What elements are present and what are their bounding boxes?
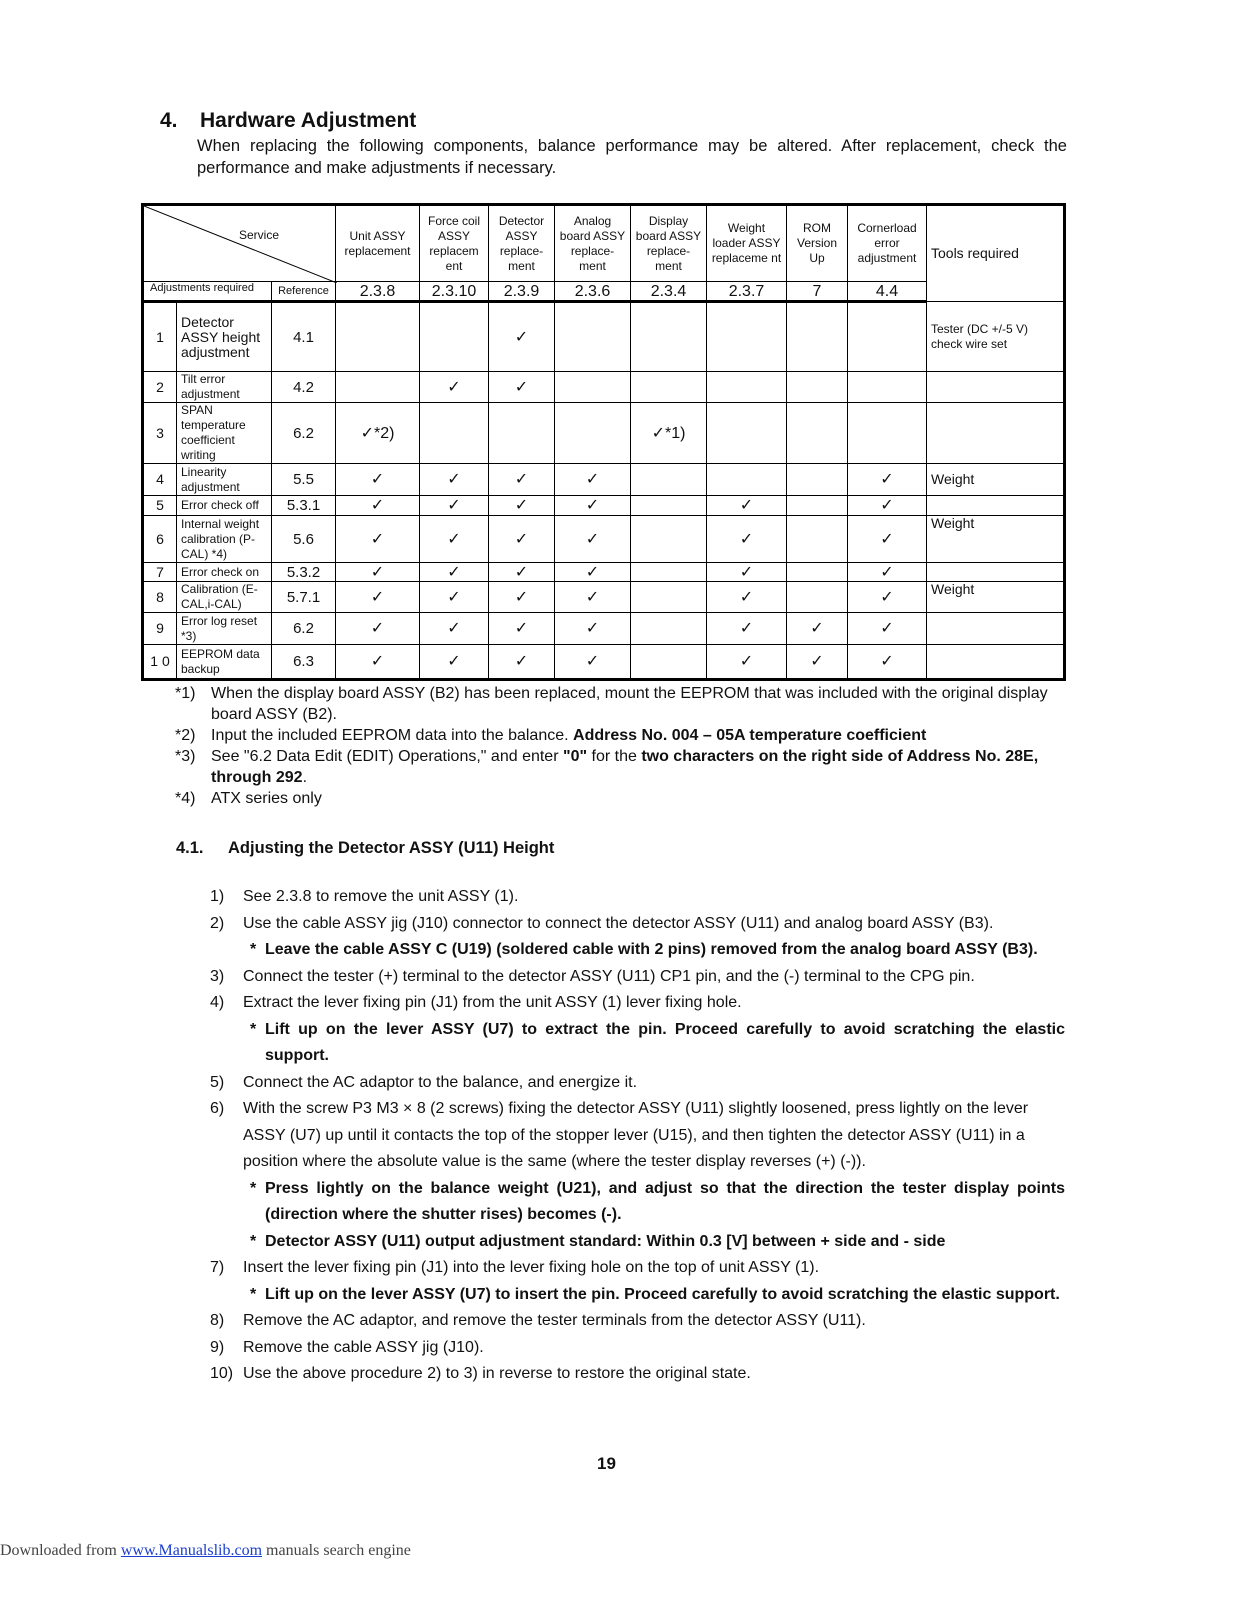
procedure-step [210, 1255, 1065, 1282]
row-number: 8 [143, 582, 177, 613]
check-cell: ✓ [555, 613, 631, 645]
footnote-key: *4) [175, 790, 196, 807]
service-header-8: Cornerload error adjustment [848, 205, 927, 282]
row-reference: 5.3.2 [272, 563, 336, 582]
check-cell: ✓ [489, 645, 555, 680]
check-cell: ✓ [489, 372, 555, 403]
footer-link[interactable]: www.Manualslib.com [120, 1542, 263, 1559]
check-cell: ✓ [848, 563, 927, 582]
check-cell [631, 516, 707, 563]
check-cell [420, 302, 489, 372]
check-cell: ✓ [489, 302, 555, 372]
row-tools: Weight [927, 516, 1065, 563]
check-cell: ✓ [420, 464, 489, 496]
procedure-step [210, 911, 1065, 938]
footnote [175, 788, 1065, 809]
service-reference-7: 7 [787, 282, 848, 302]
service-header-5: Display board ASSY replace-ment [631, 205, 707, 282]
row-reference: 5.5 [272, 464, 336, 496]
check-cell: ✓ [420, 372, 489, 403]
check-cell: ✓ [555, 464, 631, 496]
check-cell: ✓ [489, 516, 555, 563]
check-cell [336, 302, 420, 372]
check-cell: ✓ [336, 496, 420, 516]
step-caution [210, 1017, 1065, 1070]
service-reference-3: 2.3.9 [489, 282, 555, 302]
caution-marker: * [250, 1285, 257, 1303]
check-cell: ✓ [707, 496, 787, 516]
step-text: Remove the cable ASSY jig (J10). [243, 1338, 484, 1356]
check-cell: ✓ [336, 613, 420, 645]
check-cell [707, 302, 787, 372]
footnote-segment: ATX series only [211, 790, 322, 807]
adjustments-required-label: Adjustments required [150, 282, 254, 294]
footnote [175, 683, 1065, 725]
row-adjustment-name: Error check off [177, 496, 272, 516]
step-text: Connect the AC adaptor to the balance, and energize it. [243, 1073, 638, 1091]
check-cell: ✓ [707, 613, 787, 645]
check-cell [707, 464, 787, 496]
step-text: See 2.3.8 to remove the unit ASSY (1). [243, 888, 519, 905]
step-number: 3) [210, 967, 225, 985]
check-cell: ✓ [336, 582, 420, 613]
check-cell: ✓ [420, 582, 489, 613]
step-number: 5) [210, 1073, 225, 1091]
row-adjustment-name: Linearity adjustment [177, 464, 272, 496]
subsection-heading [176, 839, 554, 858]
check-cell [631, 582, 707, 613]
check-cell: ✓ [420, 645, 489, 680]
procedure-step [210, 1308, 1065, 1335]
row-number: 4 [143, 464, 177, 496]
footnote-text [211, 725, 1065, 746]
caution-marker: * [250, 1020, 257, 1038]
row-reference: 6.3 [272, 645, 336, 680]
check-cell [555, 403, 631, 464]
page-number: 19 [597, 1454, 616, 1473]
service-reference-1: 2.3.8 [336, 282, 420, 302]
footnote-segment: Address No. 004 – 05A temperature coefficient [573, 727, 927, 744]
table-row [143, 563, 1065, 582]
check-cell [631, 302, 707, 372]
footnote-segment: When the display board ASSY (B2) has been replaced, mount the EEPROM that was included with the original display board ASSY (B2). [211, 685, 1048, 723]
row-adjustment-name: Tilt error adjustment [177, 372, 272, 403]
row-tools [927, 613, 1065, 645]
footnote-segment: Input the included EEPROM data into the balance. [211, 727, 574, 744]
footnote-key: *1) [175, 685, 196, 702]
check-cell [848, 302, 927, 372]
step-text: Connect the tester (+) terminal to the detector ASSY (U11) CP1 pin, and the (-) terminal to the CPG pin. [243, 967, 975, 985]
row-tools [927, 403, 1065, 464]
step-text: Insert the lever fixing pin (J1) into the lever fixing hole on the top of unit ASSY (1). [243, 1259, 820, 1276]
check-cell [555, 372, 631, 403]
procedure-step [210, 1070, 1065, 1097]
check-cell: ✓ [489, 464, 555, 496]
service-reference-5: 2.3.4 [631, 282, 707, 302]
procedure-step [210, 1361, 1065, 1388]
check-cell: ✓ [489, 613, 555, 645]
service-header-4: Analog board ASSY replace-ment [555, 205, 631, 282]
footnote-segment: for the [587, 748, 642, 765]
row-reference: 4.2 [272, 372, 336, 403]
check-cell: ✓ [336, 645, 420, 680]
footnote [175, 725, 1065, 746]
step-caution [210, 1229, 1065, 1256]
download-footer [0, 1542, 411, 1560]
check-cell: ✓ [848, 613, 927, 645]
step-caution [210, 1282, 1065, 1309]
check-cell [787, 496, 848, 516]
row-number: 3 [143, 403, 177, 464]
step-text: Use the cable ASSY jig (J10) connector to connect the detector ASSY (U11) and analog board ASSY (B3). [243, 914, 994, 932]
check-cell [787, 582, 848, 613]
service-reference-8: 4.4 [848, 282, 927, 302]
adjustments-required-cell [143, 282, 272, 302]
check-cell [787, 464, 848, 496]
check-cell [631, 613, 707, 645]
check-cell: ✓*2) [336, 403, 420, 464]
footnote-key: *3) [175, 748, 196, 765]
service-reference-6: 2.3.7 [707, 282, 787, 302]
row-tools [927, 645, 1065, 680]
service-header-1: Unit ASSY replacement [336, 205, 420, 282]
caution-marker: * [250, 1179, 257, 1197]
check-cell: ✓ [555, 563, 631, 582]
check-cell: ✓ [848, 645, 927, 680]
step-caution [210, 1176, 1065, 1229]
row-adjustment-name: EEPROM data backup [177, 645, 272, 680]
row-adjustment-name: Error check on [177, 563, 272, 582]
table-row [143, 302, 1065, 372]
reference-label: Reference [272, 282, 336, 302]
step-number: 7) [210, 1259, 225, 1276]
check-cell: ✓ [336, 516, 420, 563]
corner-diagonal-line [144, 206, 337, 283]
check-cell [787, 372, 848, 403]
check-cell: ✓ [336, 563, 420, 582]
service-reference-4: 2.3.6 [555, 282, 631, 302]
corner-service-label: Service [238, 228, 279, 242]
row-tools: Weight [927, 464, 1065, 496]
check-cell: ✓ [420, 496, 489, 516]
check-cell [631, 464, 707, 496]
check-cell [707, 403, 787, 464]
check-cell [631, 496, 707, 516]
check-cell: ✓ [489, 496, 555, 516]
check-cell [420, 403, 489, 464]
check-cell [787, 302, 848, 372]
check-cell: ✓ [555, 582, 631, 613]
check-cell: ✓ [489, 582, 555, 613]
check-cell [489, 403, 555, 464]
check-cell: ✓ [707, 563, 787, 582]
check-cell: ✓ [420, 613, 489, 645]
row-adjustment-name: Error log reset *3) [177, 613, 272, 645]
check-cell: ✓ [420, 563, 489, 582]
row-reference: 6.2 [272, 613, 336, 645]
check-cell: ✓ [336, 464, 420, 496]
table-row [143, 403, 1065, 464]
table-row [143, 516, 1065, 563]
procedure-step [210, 990, 1065, 1017]
row-adjustment-name: SPAN temperature coefficient writing [177, 403, 272, 464]
footnotes [175, 683, 1065, 809]
check-cell [631, 645, 707, 680]
intro-paragraph: When replacing the following components, balance performance may be altered. After replacement, check the performance and make adjustments if necessary. [197, 137, 1067, 177]
table-row [143, 464, 1065, 496]
subsection-title: Adjusting the Detector ASSY (U11) Height [228, 839, 555, 857]
step-number: 8) [210, 1312, 225, 1329]
row-tools [927, 563, 1065, 582]
caution-marker: * [250, 1232, 257, 1250]
table-row [143, 613, 1065, 645]
check-cell: ✓ [420, 516, 489, 563]
caution-text: Lift up on the lever ASSY (U7) to extract the pin. Proceed carefully to avoid scratching the elastic support. [265, 1020, 1065, 1064]
step-caution [210, 937, 1065, 964]
step-number: 1) [210, 888, 225, 905]
footnote-text [211, 746, 1065, 788]
row-adjustment-name: Calibration (E-CAL,i-CAL) [177, 582, 272, 613]
caution-text: Leave the cable ASSY C (U19) (soldered cable with 2 pins) removed from the analog board ASSY (B3). [265, 941, 1038, 958]
row-reference: 5.3.1 [272, 496, 336, 516]
step-number: 2) [210, 914, 225, 932]
row-adjustment-name: Internal weight calibration (P-CAL) *4) [177, 516, 272, 563]
footnote-segment: two characters on the right side of Address No. 28E, through 292 [211, 748, 1039, 786]
adjustment-table [141, 203, 1066, 681]
footer-prefix: Downloaded from [0, 1542, 121, 1559]
caution-text: Detector ASSY (U11) output adjustment standard: Within 0.3 [V] between + side and - side [265, 1232, 946, 1250]
check-cell: ✓ [848, 582, 927, 613]
procedure-step [210, 1335, 1065, 1362]
service-header-6: Weight loader ASSY replaceme nt [707, 205, 787, 282]
check-cell: ✓ [787, 613, 848, 645]
row-number: 9 [143, 613, 177, 645]
service-header-7: ROM Version Up [787, 205, 848, 282]
step-number: 6) [210, 1100, 225, 1117]
caution-text: Lift up on the lever ASSY (U7) to insert the pin. Proceed carefully to avoid scratching the elastic support. [265, 1285, 1060, 1303]
check-cell [787, 563, 848, 582]
table-row [143, 582, 1065, 613]
footnote [175, 746, 1065, 788]
service-reference-2: 2.3.10 [420, 282, 489, 302]
check-cell: ✓ [848, 496, 927, 516]
check-cell [787, 403, 848, 464]
check-cell: ✓ [707, 516, 787, 563]
procedure-steps [210, 884, 1065, 1388]
check-cell [631, 563, 707, 582]
row-number: 1 [143, 302, 177, 372]
row-reference: 6.2 [272, 403, 336, 464]
procedure-step [210, 1096, 1065, 1176]
row-tools: Tester (DC +/-5 V) check wire set [927, 302, 1065, 372]
footnote-text [211, 683, 1065, 725]
check-cell [555, 302, 631, 372]
row-number: 2 [143, 372, 177, 403]
footnote-segment: "0" [562, 748, 588, 765]
check-cell: ✓ [848, 516, 927, 563]
caution-marker: * [250, 941, 257, 958]
check-cell [707, 372, 787, 403]
check-cell: ✓ [555, 645, 631, 680]
row-number: 5 [143, 496, 177, 516]
check-cell: ✓ [707, 645, 787, 680]
step-number: 9) [210, 1338, 225, 1356]
section-heading [160, 109, 416, 133]
table-corner-cell [143, 205, 336, 282]
row-number: 7 [143, 563, 177, 582]
caution-text: Press lightly on the balance weight (U21), and adjust so that the direction the tester display points (direction where the shutter rises) becomes (-). [265, 1179, 1065, 1223]
check-cell [848, 403, 927, 464]
check-cell: ✓ [848, 464, 927, 496]
row-reference: 4.1 [272, 302, 336, 372]
row-adjustment-name: Detector ASSY height adjustment [177, 302, 272, 372]
row-tools: Weight [927, 582, 1065, 613]
table-row [143, 372, 1065, 403]
footnote-segment: See "6.2 Data Edit (EDIT) Operations," and enter [211, 748, 563, 765]
footnote-segment: . [302, 769, 308, 786]
row-number: 6 [143, 516, 177, 563]
row-tools [927, 496, 1065, 516]
step-text: With the screw P3 M3 × 8 (2 screws) fixing the detector ASSY (U11) slightly loosened, press lightly on the lever ASSY (U7) up until it contacts the top of the stopper lever (U15), and then tighten the detector ASSY (U11) in a position where the absolute value is the same (where the tester display reverses (+) (-)). [243, 1100, 1029, 1170]
section-number: 4. [160, 109, 178, 132]
footnote-key: *2) [175, 727, 196, 744]
procedure-step [210, 964, 1065, 991]
check-cell [336, 372, 420, 403]
check-cell: ✓ [489, 563, 555, 582]
row-reference: 5.6 [272, 516, 336, 563]
subsection-number: 4.1. [176, 839, 204, 857]
procedure-step [210, 884, 1065, 911]
step-number: 10) [210, 1365, 234, 1382]
check-cell [848, 372, 927, 403]
step-text: Remove the AC adaptor, and remove the tester terminals from the detector ASSY (U11). [243, 1312, 866, 1329]
service-header-2: Force coil ASSY replacem ent [420, 205, 489, 282]
step-text: Extract the lever fixing pin (J1) from the unit ASSY (1) lever fixing hole. [243, 994, 742, 1011]
check-cell: ✓ [787, 645, 848, 680]
step-number: 4) [210, 994, 225, 1011]
row-reference: 5.7.1 [272, 582, 336, 613]
step-text: Use the above procedure 2) to 3) in reverse to restore the original state. [243, 1365, 751, 1382]
row-number: 1 0 [143, 645, 177, 680]
service-header-3: Detector ASSY replace-ment [489, 205, 555, 282]
tools-required-header: Tools required [927, 205, 1065, 302]
row-tools [927, 372, 1065, 403]
check-cell: ✓ [707, 582, 787, 613]
table-row [143, 645, 1065, 680]
check-cell: ✓ [555, 516, 631, 563]
footer-suffix: manuals search engine [262, 1542, 411, 1559]
footnote-text [211, 788, 1065, 809]
check-cell: ✓ [555, 496, 631, 516]
check-cell [787, 516, 848, 563]
section-title: Hardware Adjustment [200, 109, 417, 132]
table-row [143, 496, 1065, 516]
check-cell [631, 372, 707, 403]
check-cell: ✓*1) [631, 403, 707, 464]
